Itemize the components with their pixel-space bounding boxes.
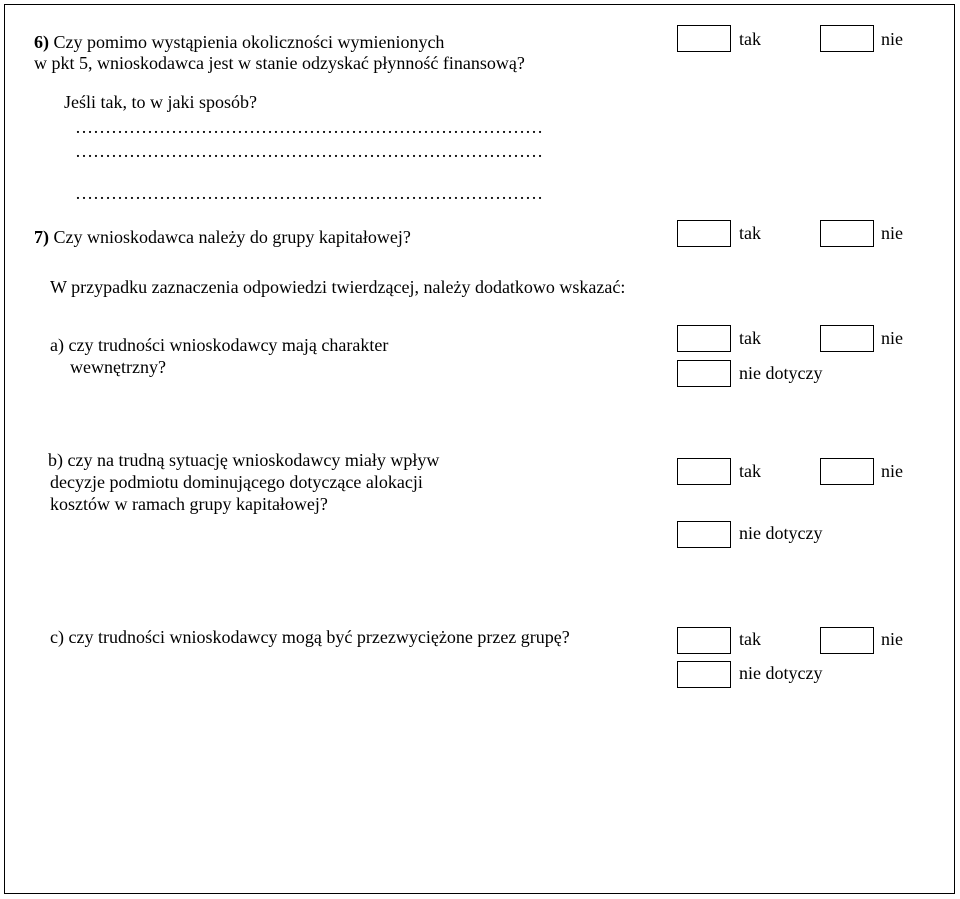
qc-nie-dotyczy-checkbox[interactable] (677, 661, 731, 688)
question-7 (34, 227, 411, 248)
qa-nie-label: nie (881, 328, 903, 348)
q6-nie-label: nie (881, 29, 903, 49)
question-6-followup: Jeśli tak, to w jaki sposób? (64, 92, 257, 112)
qc-tak-checkbox[interactable] (677, 627, 731, 654)
question-b-line3: kosztów w ramach grupy kapitałowej? (50, 494, 328, 514)
question-6 (34, 32, 444, 53)
qb-nie-label: nie (881, 461, 903, 481)
question-6-line1: Czy pomimo wystąpienia okoliczności wymienionych (53, 32, 445, 52)
q7-tak-label: tak (739, 223, 761, 243)
question-a-line2: wewnętrzny? (70, 357, 166, 377)
question-7-text: Czy wnioskodawca należy do grupy kapitałowej? (53, 227, 411, 247)
q6-nie-checkbox[interactable] (820, 25, 874, 52)
qc-nie-dotyczy-label: nie dotyczy (739, 663, 823, 683)
instruction-text: W przypadku zaznaczenia odpowiedzi twierdzącej, należy dodatkowo wskazać: (50, 277, 626, 297)
qa-nie-dotyczy-checkbox[interactable] (677, 360, 731, 387)
question-7-number: 7) (34, 227, 49, 247)
q7-nie-checkbox[interactable] (820, 220, 874, 247)
question-b-line1: b) czy na trudną sytuację wnioskodawcy miały wpływ (48, 450, 440, 470)
answer-line-3[interactable]: …………………………………………………………………… (75, 183, 543, 203)
question-a-line1: a) czy trudności wnioskodawcy mają charakter (50, 335, 389, 355)
qa-tak-label: tak (739, 328, 761, 348)
q6-tak-label: tak (739, 29, 761, 49)
question-6-line2: w pkt 5, wnioskodawca jest w stanie odzyskać płynność finansową? (34, 53, 525, 73)
qb-nie-checkbox[interactable] (820, 458, 874, 485)
qc-nie-label: nie (881, 629, 903, 649)
answer-line-2[interactable]: …………………………………………………………………… (75, 141, 543, 161)
qc-tak-label: tak (739, 629, 761, 649)
question-b-line2: decyzje podmiotu dominującego dotyczące alokacji (50, 472, 423, 492)
q7-tak-checkbox[interactable] (677, 220, 731, 247)
qa-tak-checkbox[interactable] (677, 325, 731, 352)
q6-tak-checkbox[interactable] (677, 25, 731, 52)
question-c-line1: c) czy trudności wnioskodawcy mogą być przezwyciężone przez grupę? (50, 627, 570, 647)
qb-nie-dotyczy-label: nie dotyczy (739, 523, 823, 543)
q7-nie-label: nie (881, 223, 903, 243)
qb-tak-label: tak (739, 461, 761, 481)
qb-tak-checkbox[interactable] (677, 458, 731, 485)
qb-nie-dotyczy-checkbox[interactable] (677, 521, 731, 548)
qc-nie-checkbox[interactable] (820, 627, 874, 654)
question-6-number: 6) (34, 32, 49, 52)
qa-nie-dotyczy-label: nie dotyczy (739, 363, 823, 383)
answer-line-1[interactable]: …………………………………………………………………… (75, 117, 543, 137)
qa-nie-checkbox[interactable] (820, 325, 874, 352)
